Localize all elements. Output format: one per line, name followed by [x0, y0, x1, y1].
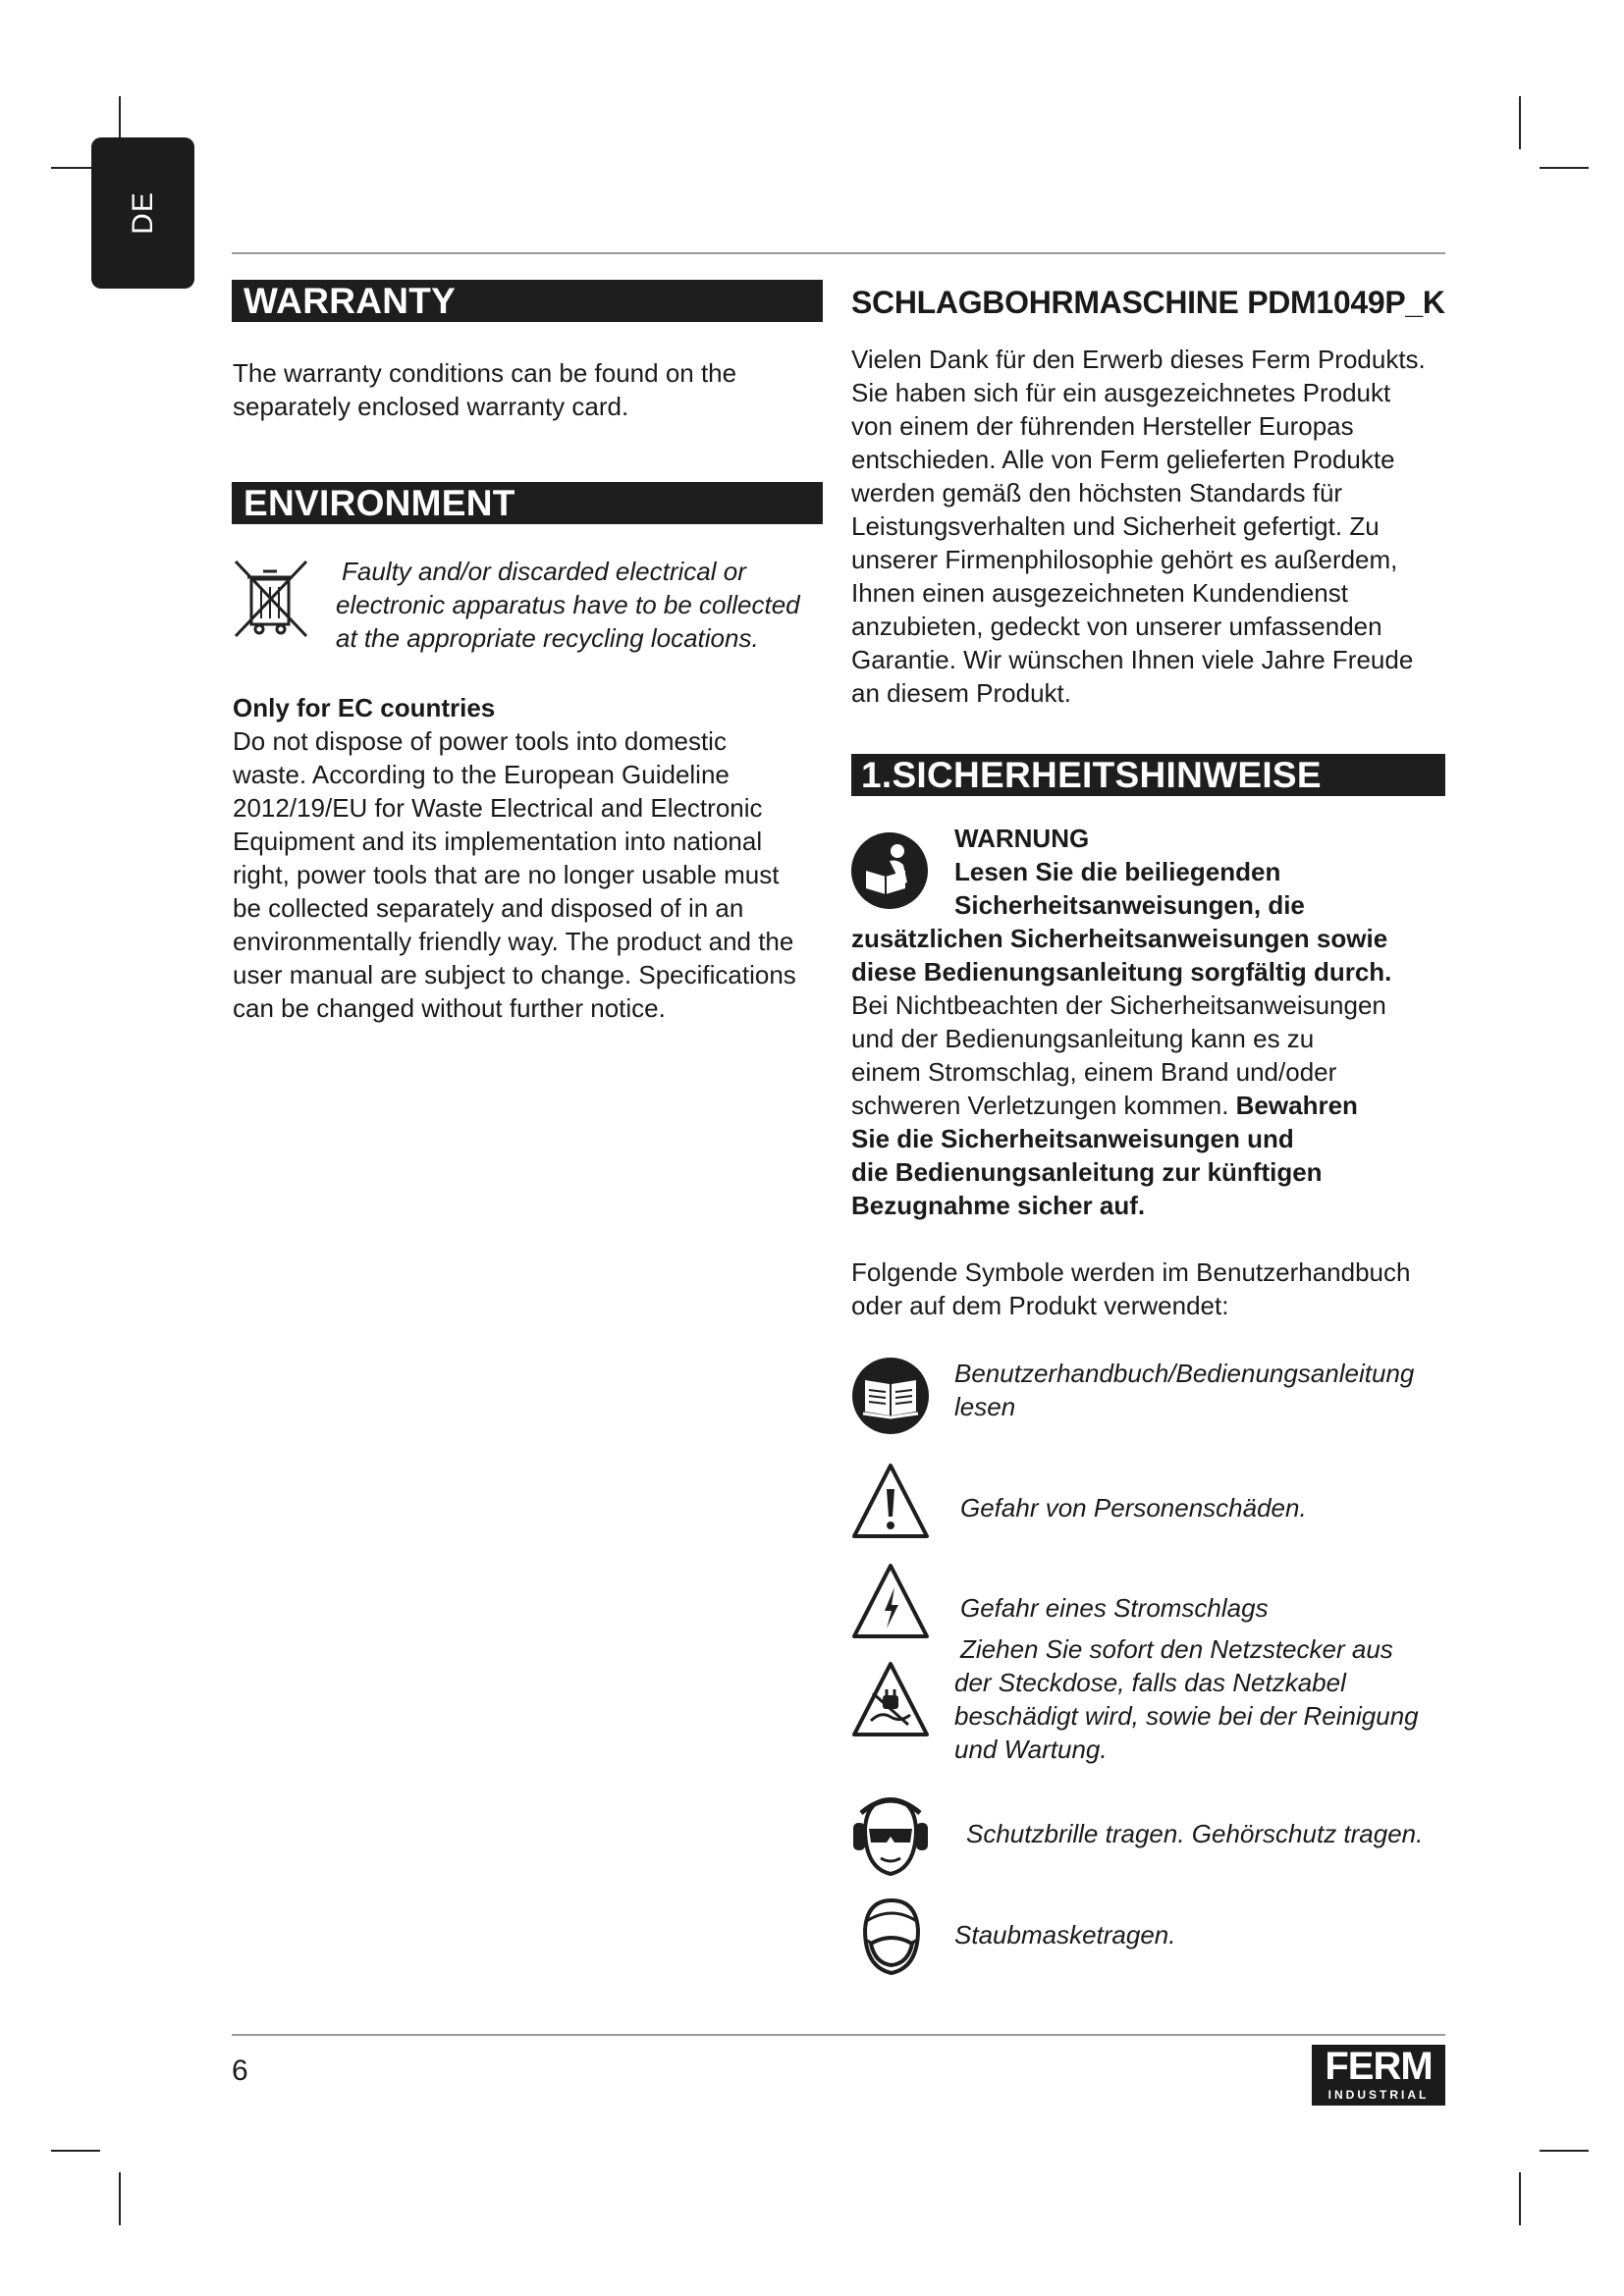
ferm-logo [1312, 2045, 1445, 2106]
text-line: Sie die Sicherheitsanweisungen und [851, 1124, 1294, 1153]
text-line: be collected separately and disposed of in an [233, 893, 744, 923]
page-number: 6 [232, 2055, 248, 2087]
text-line: an diesem Produkt. [851, 678, 1072, 708]
text-line: Ihnen einen ausgezeichneten Kundendienst [851, 578, 1348, 608]
text-line: Gefahr eines Stromschlags [960, 1593, 1269, 1623]
text-line: und der Bedienungsanleitung kann es zu [851, 1024, 1315, 1053]
text-line: Sicherheitsanweisungen, die [954, 890, 1305, 920]
logo-sub: INDUSTRIAL [1327, 2088, 1430, 2102]
exclamation-warning-icon [851, 1462, 930, 1540]
symbols-intro [851, 1255, 1445, 1322]
language-label: DE [126, 191, 159, 235]
manual-book-icon [851, 1357, 930, 1435]
symbol-text [966, 1817, 1423, 1850]
read-manual-icon [850, 831, 929, 910]
ec-section [233, 691, 823, 1025]
text-line: Do not dispose of power tools into domestic [233, 726, 727, 756]
logo-main: FERM [1325, 2045, 1433, 2088]
text-line: Equipment and its implementation into national [233, 827, 763, 856]
right-column [851, 283, 1445, 2000]
symbol-text [960, 1491, 1307, 1524]
text-line: diese Bedienungsanleitung sorgfältig durch. [851, 957, 1392, 987]
text-line: oder auf dem Produkt verwendet: [851, 1291, 1229, 1320]
text-line: beschädigt wird, sowie bei der Reinigung [954, 1701, 1419, 1731]
text-line: lesen [954, 1392, 1016, 1421]
text-line: Bei Nichtbeachten der Sicherheitsanweisungen [851, 990, 1386, 1020]
safety-heading: 1.SICHERHEITSHINWEISE [851, 754, 1445, 796]
language-tab [91, 137, 194, 289]
symbol-text [960, 1591, 1269, 1625]
symbol-text [954, 1632, 1419, 1766]
symbol-text [954, 1357, 1414, 1423]
text-line: Benutzerhandbuch/Bedienungsanleitung [954, 1359, 1415, 1388]
environment-heading: ENVIRONMENT [232, 482, 823, 524]
text-line: at the appropriate recycling locations. [336, 623, 759, 653]
text-line: Leistungsverhalten und Sicherheit gefertigt. Zu [851, 511, 1380, 541]
text-line: die Bedienungsanleitung zur künftigen [851, 1157, 1323, 1187]
text-line [851, 1089, 1445, 1122]
text-line: Folgende Symbole werden im Benutzerhandbuch [851, 1257, 1411, 1287]
weee-note [336, 555, 800, 655]
text-line: right, power tools that are no longer usable must [233, 860, 780, 889]
text-line: Garantie. Wir wünschen Ihnen viele Jahre Freude [851, 645, 1414, 674]
warranty-heading: WARRANTY [232, 280, 823, 322]
text-span: schweren Verletzungen kommen. [851, 1091, 1236, 1120]
warranty-text [233, 356, 823, 423]
text-line: Sie haben sich für ein ausgezeichnetes Produkt [851, 378, 1391, 407]
crop-mark [51, 2150, 100, 2152]
text-line: Lesen Sie die beiliegenden [954, 857, 1281, 886]
text-line: einem Stromschlag, einem Brand und/oder [851, 1057, 1337, 1087]
crop-mark [1540, 2150, 1589, 2152]
weee-block [232, 558, 823, 666]
warning-indented [851, 822, 1445, 922]
text-line: unserer Firmenphilosophie gehört es außerdem, [851, 545, 1398, 574]
bottom-rule [232, 2034, 1445, 2036]
crop-mark [1519, 96, 1521, 149]
product-intro [851, 343, 1445, 710]
text-line: entschieden. Alle von Ferm gelieferten Produkte [851, 445, 1395, 474]
text-line: werden gemäß den höchsten Standards für [851, 478, 1343, 507]
text-line: Gefahr von Personenschäden. [960, 1493, 1307, 1522]
warning-label: WARNUNG [954, 824, 1090, 853]
text-line: can be changed without further notice. [233, 993, 666, 1023]
text-line: von einem der führenden Hersteller Europas [851, 411, 1354, 441]
goggles-earmuffs-icon [851, 1793, 930, 1878]
top-rule [232, 252, 1445, 254]
symbols-list [851, 1322, 1445, 2000]
text-line: anzubieten, gedeckt von unserer umfassenden [851, 612, 1382, 641]
text-line: zusätzlichen Sicherheitsanweisungen sowie [851, 924, 1388, 953]
text-line: der Steckdose, falls das Netzkabel [954, 1668, 1346, 1697]
text-line: The warranty conditions can be found on the [233, 358, 737, 388]
text-line: 2012/19/EU for Waste Electrical and Electronic [233, 793, 763, 823]
text-line: Faulty and/or discarded electrical or [342, 557, 746, 586]
text-line: separately enclosed warranty card. [233, 392, 629, 421]
crossed-out-wheelie-bin-icon [232, 558, 310, 640]
text-line: user manual are subject to change. Specifications [233, 960, 796, 989]
text-span: Bewahren [1235, 1091, 1358, 1120]
ec-subheading: Only for EC countries [233, 693, 496, 722]
warning-block [851, 822, 1445, 1222]
left-column [232, 280, 823, 1025]
text-line: waste. According to the European Guideline [233, 760, 730, 789]
electric-shock-warning-icon [851, 1562, 930, 1640]
text-line: Vielen Dank für den Erwerb dieses Ferm Produkts. [851, 345, 1426, 374]
text-line: Ziehen Sie sofort den Netzstecker aus [960, 1634, 1393, 1664]
text-line: electronic apparatus have to be collected [336, 590, 800, 619]
product-title: SCHLAGBOHRMASCHINE PDM1049P_K [851, 285, 1445, 320]
crop-mark [1519, 2172, 1521, 2225]
dust-mask-icon [857, 1896, 926, 1975]
text-line: Staubmasketragen. [954, 1920, 1176, 1949]
text-line: Bezugnahme sicher auf. [851, 1191, 1146, 1220]
text-line: und Wartung. [954, 1735, 1108, 1764]
crop-mark [1540, 167, 1589, 169]
symbol-text [954, 1918, 1175, 1951]
unplug-warning-icon [851, 1660, 930, 1738]
crop-mark [119, 2172, 121, 2225]
text-line: environmentally friendly way. The product and the [233, 927, 794, 956]
text-line: Schutzbrille tragen. Gehörschutz tragen. [966, 1819, 1424, 1848]
